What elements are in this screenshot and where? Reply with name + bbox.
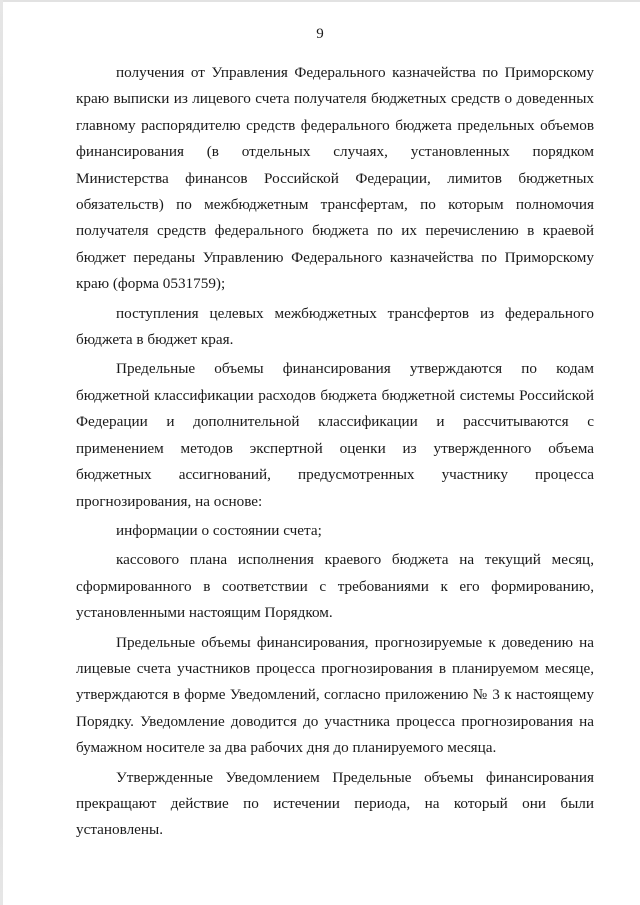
paragraph-notifications: Предельные объемы финансирования, прогнозируемые к доведению на лицевые счета участников процесса прогнозирования в планируемом месяце, утверждаются в форме Уведомлений, согласно приложению № 3 к настоящему Порядку. Уведомление доводится до участника процесса прогнозирования на бумажном носителе за два рабочих дня до планируемого месяца. xyxy=(76,633,594,757)
scan-edge-left xyxy=(0,0,3,905)
paragraph-funding-limits-approval: Предельные объемы финансирования утверждаются по кодам бюджетной классификации расходов бюджета бюджетной системы Российской Федерации и дополнительной классификации и рассчитываются с применением методов экспертной оценки из утвержденного объема бюджетных ассигнований, предусмотренных участнику процесса прогнозирования, на основе: xyxy=(76,360,594,510)
paragraph-cash-plan: кассового плана исполнения краевого бюджета на текущий месяц, сформированного в соответствии с требованиями к его формированию, установленными настоящим Порядком. xyxy=(76,551,594,622)
page-number: 9 xyxy=(316,26,324,42)
paragraph-expiry: Утвержденные Уведомлением Предельные объемы финансирования прекращают действие по истечении периода, на который они были установлены. xyxy=(76,768,594,839)
document-body xyxy=(76,60,594,844)
paragraph-transfers-receipt: поступления целевых межбюджетных трансфертов из федерального бюджета в бюджет края. xyxy=(76,304,594,349)
scan-edge-top xyxy=(0,0,640,2)
paragraph-treasury-statement: получения от Управления Федерального казначейства по Приморскому краю выписки из лицевого счета получателя бюджетных средств о доведенных главному распорядителю средств федерального бюджета предельных объемов финансирования (в отдельных случаях, установленных порядком Министерства финансов Российской Федерации, лимитов бюджетных обязательств) по межбюджетным трансфертам, по которым полномочия получателя средств федерального бюджета по их перечислению в краевой бюджет переданы Управлению Федерального казначейства по Приморскому краю (форма 0531759); xyxy=(76,64,594,293)
paragraph-account-info: информации о состоянии счета; xyxy=(116,521,322,539)
